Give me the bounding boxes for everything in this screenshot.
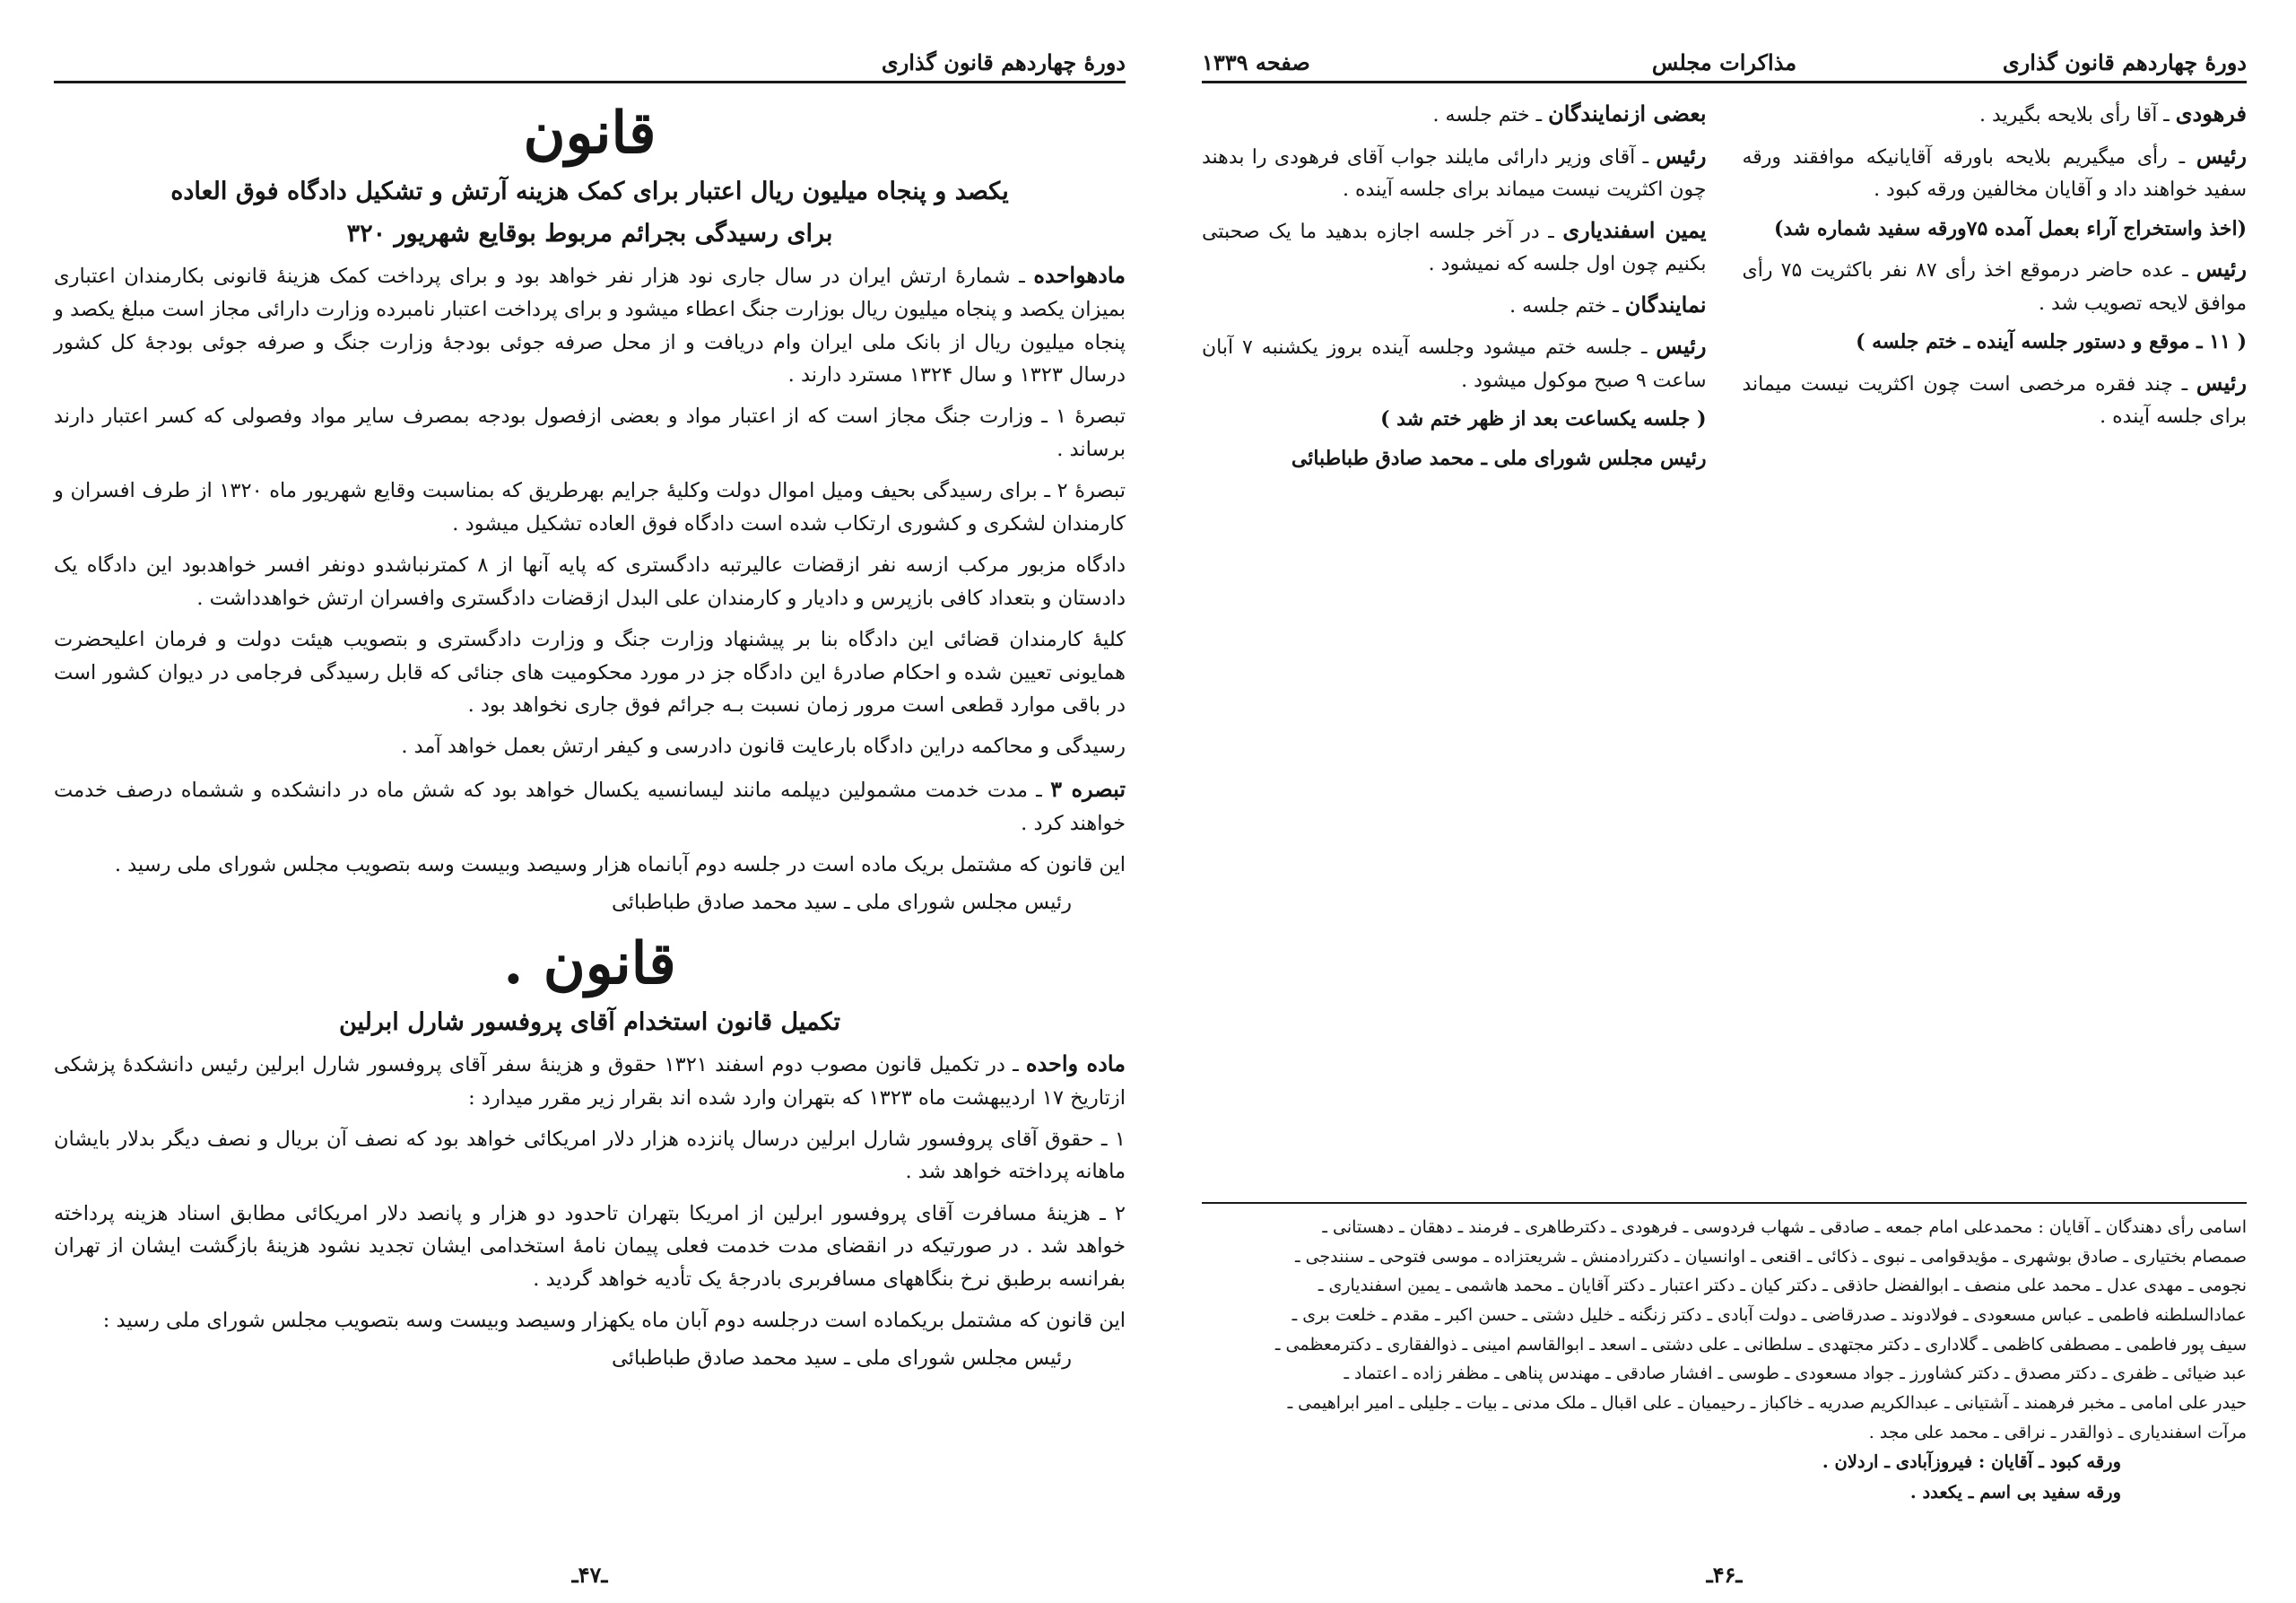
paragraph — [1202, 403, 1707, 437]
law-subtitle: یکصد و پنجاه میلیون ریال اعتبار برای کمک هزینه آرتش و تشکیل دادگاه فوق العاده — [170, 178, 1009, 205]
paragraph — [54, 1123, 1126, 1189]
running-head — [1202, 36, 2247, 83]
paragraph-text: رئیس مجلس شورای ملی ـ محمد صادق طباطبائی — [1291, 446, 1707, 470]
paragraph-text: تبصرۀ ۱ ـ وزارت جنگ مجاز است که از اعتبار مواد و بعضی ازفصول بودجه بمصرف سایر مواد وفصولی که کسر اعتبار دارند برساند . — [54, 405, 1126, 461]
page-number: ـ۴۷ـ — [571, 1562, 608, 1588]
footnote-line: عمادالسلطنه فاطمی ـ عباس مسعودی ـ فولادوند ـ صدرقاضی ـ دولت آبادی ـ دکتر زنگنه ـ خلیل دشتی ـ حسن اکبر ـ مقدم ـ خلعت بری ـ — [1292, 1305, 2247, 1326]
paragraph — [54, 1047, 1126, 1114]
paragraph-text: این قانون که مشتمل بریکماده است درجلسه دوم آبان ماه یکهزار وسیصد وبیست وسه بتصویب مجلس شورای ملی رسید : — [102, 1309, 1126, 1333]
paragraph-text: دادگاه مزبور مرکب ازسه نفر ازقضات عالیرتبه دادگستری که پایه آنها از ۸ کمترنباشدو دونفر افسر خواهدبود این دادگاه یک دادستان و بتعداد کافی بازپرس و دادیار و کارمندان علی البدل ازقضات دادگستری وافسران ارتش خواهدداشت . — [54, 553, 1126, 610]
footnote-line: سیف پور فاطمی ـ مصطفی کاظمی ـ گلاداری ـ دکتر مجتهدی ـ سلطانی ـ علی دشتی ـ اسعد ـ ابوالقاسم امینی ـ ذوالفقاری ـ دکترمعظمی ـ — [1274, 1334, 2247, 1355]
paragraph-text: ( جلسه یکساعت بعد از ظهر ختم شد ) — [1380, 407, 1707, 431]
paragraph-text: ـ عده حاضر درموقع اخذ رأی ۸۷ نفر باکثریت ۷۵ رأی موافق لایحه تصویب شد . — [1742, 259, 2247, 315]
paragraph-lead: تبصره ۳ — [1050, 775, 1126, 802]
paragraph — [1202, 213, 1707, 282]
paragraph-text: ـ شمارۀ ارتش ایران در سال جاری نود هزار نفر خواهد بود و برای پرداخت کمک هزینۀ قانونی بکارمندان اعتباری بمیزان یکصد و پنجاه میلیون ریال بوزارت جنگ اعطاء میشود و برای پرداخت اعتبار نامبرده وزارت دارائی مجاز است مبلغ یکصد و پنجاه میلیون ریال از بانک ملی ایران وام دریافت و از محل صرفه جوئی بودجۀ وزارت جنگ و صرفه جوئی بودجۀ کل کشور درسال ۱۳۲۳ و سال ۱۳۲۴ مسترد دارند . — [54, 265, 1126, 388]
proceedings-column-left — [1202, 96, 1707, 481]
paragraph-text: ـ ختم جلسه . — [1432, 104, 1549, 126]
paragraph-lead: مادهواحده — [1033, 262, 1126, 289]
paragraph — [54, 772, 1126, 840]
voters-tail — [1202, 1447, 2247, 1507]
paragraph-text: کلیۀ کارمندان قضائی این دادگاه بنا بر پیشنهاد وزارت جنگ و وزارت دادگستری و بتصویب هیئت دولت و فرمان اعلیحضرت همایونی تعیین شده و احکام صادرۀ این دادگاه جز در مورد محکومیت های جنائی که قابل رسیدگی فرجامی در دیوان کشور است در باقی موارد قطعی است مرور زمان نسبت بـه جرائم فوق جاری نخواهد بود . — [54, 628, 1126, 717]
paragraph — [54, 475, 1126, 540]
paragraph — [54, 258, 1126, 391]
footnote-line: حیدر علی امامی ـ مخبر فرهمند ـ آشتیانی ـ عبدالکریم صدریه ـ خاکباز ـ رحیمیان ـ علی اقبال ـ ملک مدنی ـ بیات ـ جلیلی ـ امیر ابراهیمی ـ — [1287, 1393, 2247, 1414]
paragraph-lead: رئیس — [1656, 142, 1707, 169]
right-page — [1202, 36, 2247, 1588]
paragraph-text: رسیدگی و محاکمه دراین دادگاه بارعایت قانون دادرسی و کیفر ارتش بعمل خواهد آمد . — [401, 735, 1126, 759]
paragraph — [1743, 96, 2248, 133]
paragraph-text: این قانون که مشتمل بریک ماده است در جلسه دوم آبانماه هزار وسیصد وبیست وسه بتصویب مجلس شورای ملی رسید . — [114, 853, 1126, 877]
header-term: دورۀ چهاردهم قانون گذاری — [881, 49, 1126, 75]
paragraph-text: ـ چند فقره مرخصی است چون اکثریت نیست میماند برای جلسه آینده . — [1742, 372, 2247, 429]
page-number: ـ۴۶ـ — [1706, 1562, 1743, 1588]
paragraph-lead: رئیس — [2196, 142, 2247, 169]
paragraph-text: ـ در تکمیل قانون مصوب دوم اسفند ۱۳۲۱ حقوق و هزینۀ سفر آقای پروفسور شارل ابرلین رئیس دانشکدۀ پزشکی ازتاریخ ۱۷ اردیبهشت ماه ۱۳۲۳ که بتهران وارد شده اند بقرار زیر مقرر میدارد : — [54, 1052, 1126, 1110]
law-body — [54, 1047, 1126, 1337]
paragraph-lead: بعضی ازنمایندگان — [1548, 100, 1707, 126]
voters-list — [1202, 1213, 2247, 1447]
left-page — [54, 36, 1126, 1588]
footnote-line: مرآت اسفندیاری ـ ذوالقدر ـ نراقی ـ محمد علی مجد . — [1868, 1422, 2247, 1442]
footnote-line: ورقه کبود ـ آقایان : فیروزآبادی ـ اردلان . — [1822, 1451, 2121, 1473]
header-page-ref: صفحه ۱۳۳۹ — [1202, 49, 1310, 75]
proceedings-column-right — [1743, 96, 2248, 481]
paragraph — [54, 1198, 1126, 1295]
law-subtitle: برای رسیدگی بجرائم مربوط بوقایع شهریور ۳۲۰ — [346, 220, 833, 248]
paragraph — [54, 849, 1126, 881]
paragraph-text: تبصرۀ ۲ ـ برای رسیدگی بحیف ومیل اموال دولت وکلیۀ جرایم بهرطریق که بمناسبت وقایع شهریور ماه ۱۳۲۰ از طرف افسران و کارمندان لشکری و کشوری ارتکاب شده است دادگاه فوق العاده تشکیل میشود . — [54, 479, 1126, 536]
paragraph-lead: یمین اسفندیاری — [1562, 216, 1707, 243]
footnote-line: عبد ضیائی ـ ظفری ـ دکتر مصدق ـ دکتر کشاورز ـ جواد مسعودی ـ طوسی ـ افشار صادقی ـ مهندس پناهی ـ مظفر زاده ـ اعتماد ـ — [1344, 1363, 2247, 1384]
paragraph-text: ـ رأی میگیریم بلایحه باورقه آقایانیکه موافقند ورقه سفید خواهند داد و آقایان مخالفین ورقه کبود . — [1742, 145, 2247, 202]
paragraph-text: (اخذ واستخراج آراء بعمل آمده ۷۵ورقه سفید شماره شد) — [1773, 216, 2247, 240]
paragraph-text: ـ آقا رأی بلایحه بگیرید . — [1979, 104, 2176, 126]
paragraph-lead: رئیس — [2196, 369, 2247, 396]
paragraph-text: ( ۱۱ ـ موقع و دستور جلسه آینده ـ ختم جلسه ) — [1856, 330, 2247, 354]
paragraph — [1743, 138, 2248, 207]
signature: رئیس مجلس شورای ملی ـ سید محمد صادق طباطبائی — [612, 890, 1072, 914]
paragraph — [54, 1304, 1126, 1337]
footnote-line: نجومی ـ مهدی عدل ـ محمد علی منصف ـ ابوالفضل حاذقی ـ دکتر کیان ـ دکتر اعتبار ـ دکتر آقایان ـ محمد هاشمی ـ یمین اسفندیاری ـ — [1318, 1276, 2247, 1296]
paragraph-lead: فرهودی — [2175, 100, 2247, 126]
paragraph — [54, 400, 1126, 466]
paragraph — [1202, 287, 1707, 324]
paragraph — [54, 549, 1126, 614]
paragraph — [54, 623, 1126, 721]
paragraph-text: ۱ ـ حقوق آقای پروفسور شارل ابرلین درسال پانزده هزار دلار امریکائی خواهد بود که نصف آن بریال و نصف دیگر بدلار بایشان ماهانه پرداخته خواهد شد . — [54, 1128, 1126, 1184]
paragraph-text: ـ در آخر جلسه اجازه بدهید ما یک صحبتی بکنیم چون اول جلسه که نمیشود . — [1202, 220, 1707, 276]
voters-footnote — [1202, 1202, 2247, 1507]
paragraph-lead: نمایندگان — [1624, 291, 1707, 318]
law-title: قانون — [523, 100, 657, 167]
proceedings-columns — [1202, 96, 2247, 481]
paragraph — [1202, 138, 1707, 207]
footnote-line: ورقه سفید بی اسم ـ یکعدد . — [1909, 1481, 2121, 1503]
running-head — [54, 36, 1126, 83]
paragraph-text: ۲ ـ هزینۀ مسافرت آقای پروفسور ابرلین از امریکا بتهران تاحدود دو هزار و پانصد دلار امریکائی مطابق اسناد هزینه پرداخته خواهد شد . در صورتیکه در انقضای مدت خدمت فعلی پیمان نامۀ استخدامی ایشان تجدید نشود هزینۀ بازگشت ایشان از تهران بفرانسه برطبق نرخ بنگاههای مسافربری بادرجۀ یک تأدیه خواهد گردید . — [54, 1201, 1126, 1291]
paragraph — [54, 730, 1126, 762]
paragraph-text: ـ ختم جلسه . — [1509, 294, 1625, 318]
paragraph-text: ـ آقای وزیر دارائی مایلند جواب آقای فرهودی را بدهند چون اکثریت نیست میماند برای جلسه آینده . — [1202, 145, 1707, 202]
signature: رئیس مجلس شورای ملی ـ سید محمد صادق طباطبائی — [612, 1346, 1072, 1370]
law-subtitle: تکمیل قانون استخدام آقای پروفسور شارل ابرلین — [338, 1007, 841, 1036]
paragraph-text: ـ جلسه ختم میشود وجلسه آینده بروز یکشنبه ۷ آبان ساعت ۹ صبح موکول میشود . — [1202, 336, 1707, 392]
paragraph — [1743, 251, 2248, 320]
header-proceedings: مذاکرات مجلس — [1651, 49, 1797, 75]
paragraph — [1202, 442, 1707, 476]
law-body — [54, 258, 1126, 881]
footnote-line: صمصام بختیاری ـ صادق بوشهری ـ مؤیدقوامی ـ نبوی ـ ذکائی ـ اقنعی ـ اوانسیان ـ دکتررادمنش ـ شریعتزاده ـ موسی فتوحی ـ سنندجی ـ — [1294, 1246, 2247, 1267]
paragraph — [1743, 326, 2248, 360]
paragraph — [1743, 365, 2248, 434]
paragraph — [1202, 328, 1707, 397]
header-term: دورۀ چهاردهم قانون گذاری — [2002, 49, 2247, 75]
law-title: قانون . — [503, 929, 676, 998]
paragraph-lead: ماده واحده — [1025, 1050, 1126, 1076]
footnote-line: اسامی رأی دهندگان ـ آقایان : محمدعلی امام جمعه ـ صادقی ـ شهاب فردوسی ـ فرهودی ـ دکترطاهری ـ فرمند ـ دهقان ـ دهستانی ـ — [1322, 1217, 2247, 1237]
paragraph-lead: رئیس — [2196, 256, 2247, 283]
paragraph — [1743, 213, 2248, 247]
paragraph-text: ـ مدت خدمت مشمولین دیپلمه مانند لیسانسیه یکسال خواهد بود که شش ماه در دانشکده و ششماه درصف خدمت خواهند کرد . — [54, 778, 1126, 835]
paragraph — [1202, 96, 1707, 133]
paragraph-lead: رئیس — [1656, 333, 1707, 360]
